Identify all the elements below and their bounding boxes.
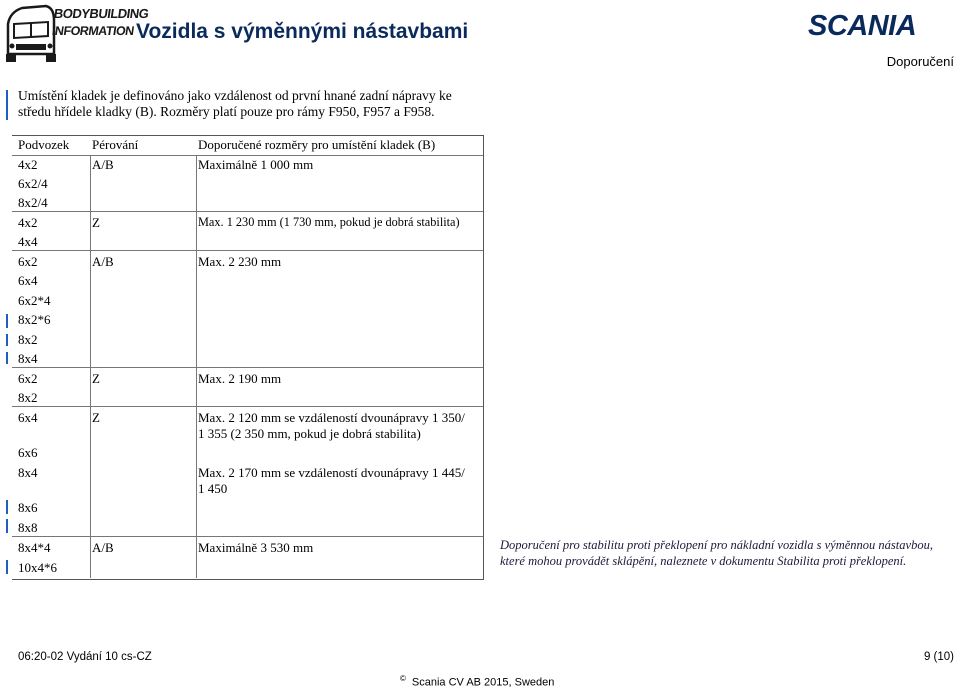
change-bar <box>6 560 8 574</box>
change-bar <box>6 519 8 533</box>
chassis-cell: 8x4*4 <box>18 540 51 555</box>
dimension-cell: 1 355 (2 350 mm, pokud je dobrá stabilita) <box>198 426 421 441</box>
dimension-cell: Maximálně 1 000 mm <box>198 157 314 172</box>
suspension-cell: Z <box>92 410 100 425</box>
header-suspension: Pérování <box>92 137 139 152</box>
section-label: Doporučení <box>886 54 954 69</box>
chassis-cell: 8x8 <box>18 520 38 535</box>
header-dimensions: Doporučené rozměry pro umístění kladek (B) <box>198 137 436 152</box>
page-number: 9 (10) <box>923 651 954 663</box>
scania-logo: SCANIA <box>808 10 917 42</box>
table-divider <box>12 536 483 537</box>
suspension-cell: Z <box>92 371 100 386</box>
header-chassis: Podvozek <box>18 137 70 152</box>
chassis-cell: 8x2 <box>18 390 38 405</box>
logo-text-information: INFORMATION <box>51 24 135 38</box>
chassis-cell: 8x2 <box>18 332 38 347</box>
chassis-cell: 10x4*6 <box>18 560 57 575</box>
chassis-cell: 6x2/4 <box>18 176 48 191</box>
dimension-cell: Maximálně 3 530 mm <box>198 540 314 555</box>
dimension-cell: Max. 2 170 mm se vzdáleností dvounápravy 1 445/ <box>198 465 465 480</box>
dimension-cell: Max. 1 230 mm (1 730 mm, pokud je dobrá stabilita) <box>198 215 460 229</box>
bodybuilding-information-logo <box>2 2 150 66</box>
stability-note: Doporučení pro stabilitu proti překlopení pro nákladní vozidla s výměnnou nástavbou, které mohou provádět sklápění, naleznete v dokumentu Stabilita proti překlopení. <box>500 538 933 568</box>
intro-paragraph: Umístění kladek je definováno jako vzdálenost od první hnané zadní nápravy ke středu hřídele kladky (B). Rozměry platí pouze pro rámy F950, F957 a F958. <box>18 88 452 119</box>
suspension-cell: A/B <box>92 254 114 269</box>
column-divider <box>90 156 91 578</box>
chassis-cell: 6x2 <box>18 371 38 386</box>
chassis-cell: 4x4 <box>18 234 38 249</box>
change-bar <box>6 352 8 364</box>
change-bar <box>6 500 8 514</box>
change-bar <box>6 90 8 120</box>
copyright <box>400 674 554 689</box>
column-divider <box>196 156 197 578</box>
recommendation-table <box>12 135 484 580</box>
copyright-text: Scania CV AB 2015, Sweden <box>411 676 555 689</box>
change-bar <box>6 334 8 346</box>
chassis-cell: 6x4 <box>18 410 38 425</box>
chassis-cell: 6x2*4 <box>18 293 51 308</box>
document-id: 06:20-02 Vydání 10 cs-CZ <box>18 651 152 663</box>
table-divider <box>12 367 483 368</box>
suspension-cell: A/B <box>92 540 114 555</box>
chassis-cell: 6x6 <box>18 445 38 460</box>
chassis-cell: 8x4 <box>18 465 38 480</box>
chassis-cell: 8x2/4 <box>18 195 48 210</box>
chassis-cell: 6x2 <box>18 254 38 269</box>
dimension-cell: Max. 2 190 mm <box>198 371 282 386</box>
change-bar <box>6 314 8 328</box>
chassis-cell: 8x6 <box>18 500 38 515</box>
page-title: Vozidla s výměnnými nástavbami <box>136 20 469 43</box>
dimension-cell: 1 450 <box>198 481 228 496</box>
table-divider <box>12 211 483 212</box>
dimension-cell: Max. 2 120 mm se vzdáleností dvounápravy 1 350/ <box>198 410 465 425</box>
chassis-cell: 4x2 <box>18 157 38 172</box>
chassis-cell: 8x2*6 <box>18 312 51 327</box>
logo-text-bodybuilding: BODYBUILDING <box>52 6 150 21</box>
table-divider <box>12 250 483 251</box>
suspension-cell: Z <box>92 215 100 230</box>
table-divider <box>12 155 483 156</box>
chassis-cell: 8x4 <box>18 351 38 366</box>
chassis-cell: 4x2 <box>18 215 38 230</box>
suspension-cell: A/B <box>92 157 114 172</box>
chassis-cell: 6x4 <box>18 273 38 288</box>
table-divider <box>12 406 483 407</box>
dimension-cell: Max. 2 230 mm <box>198 254 282 269</box>
copyright-symbol: © <box>400 674 406 683</box>
